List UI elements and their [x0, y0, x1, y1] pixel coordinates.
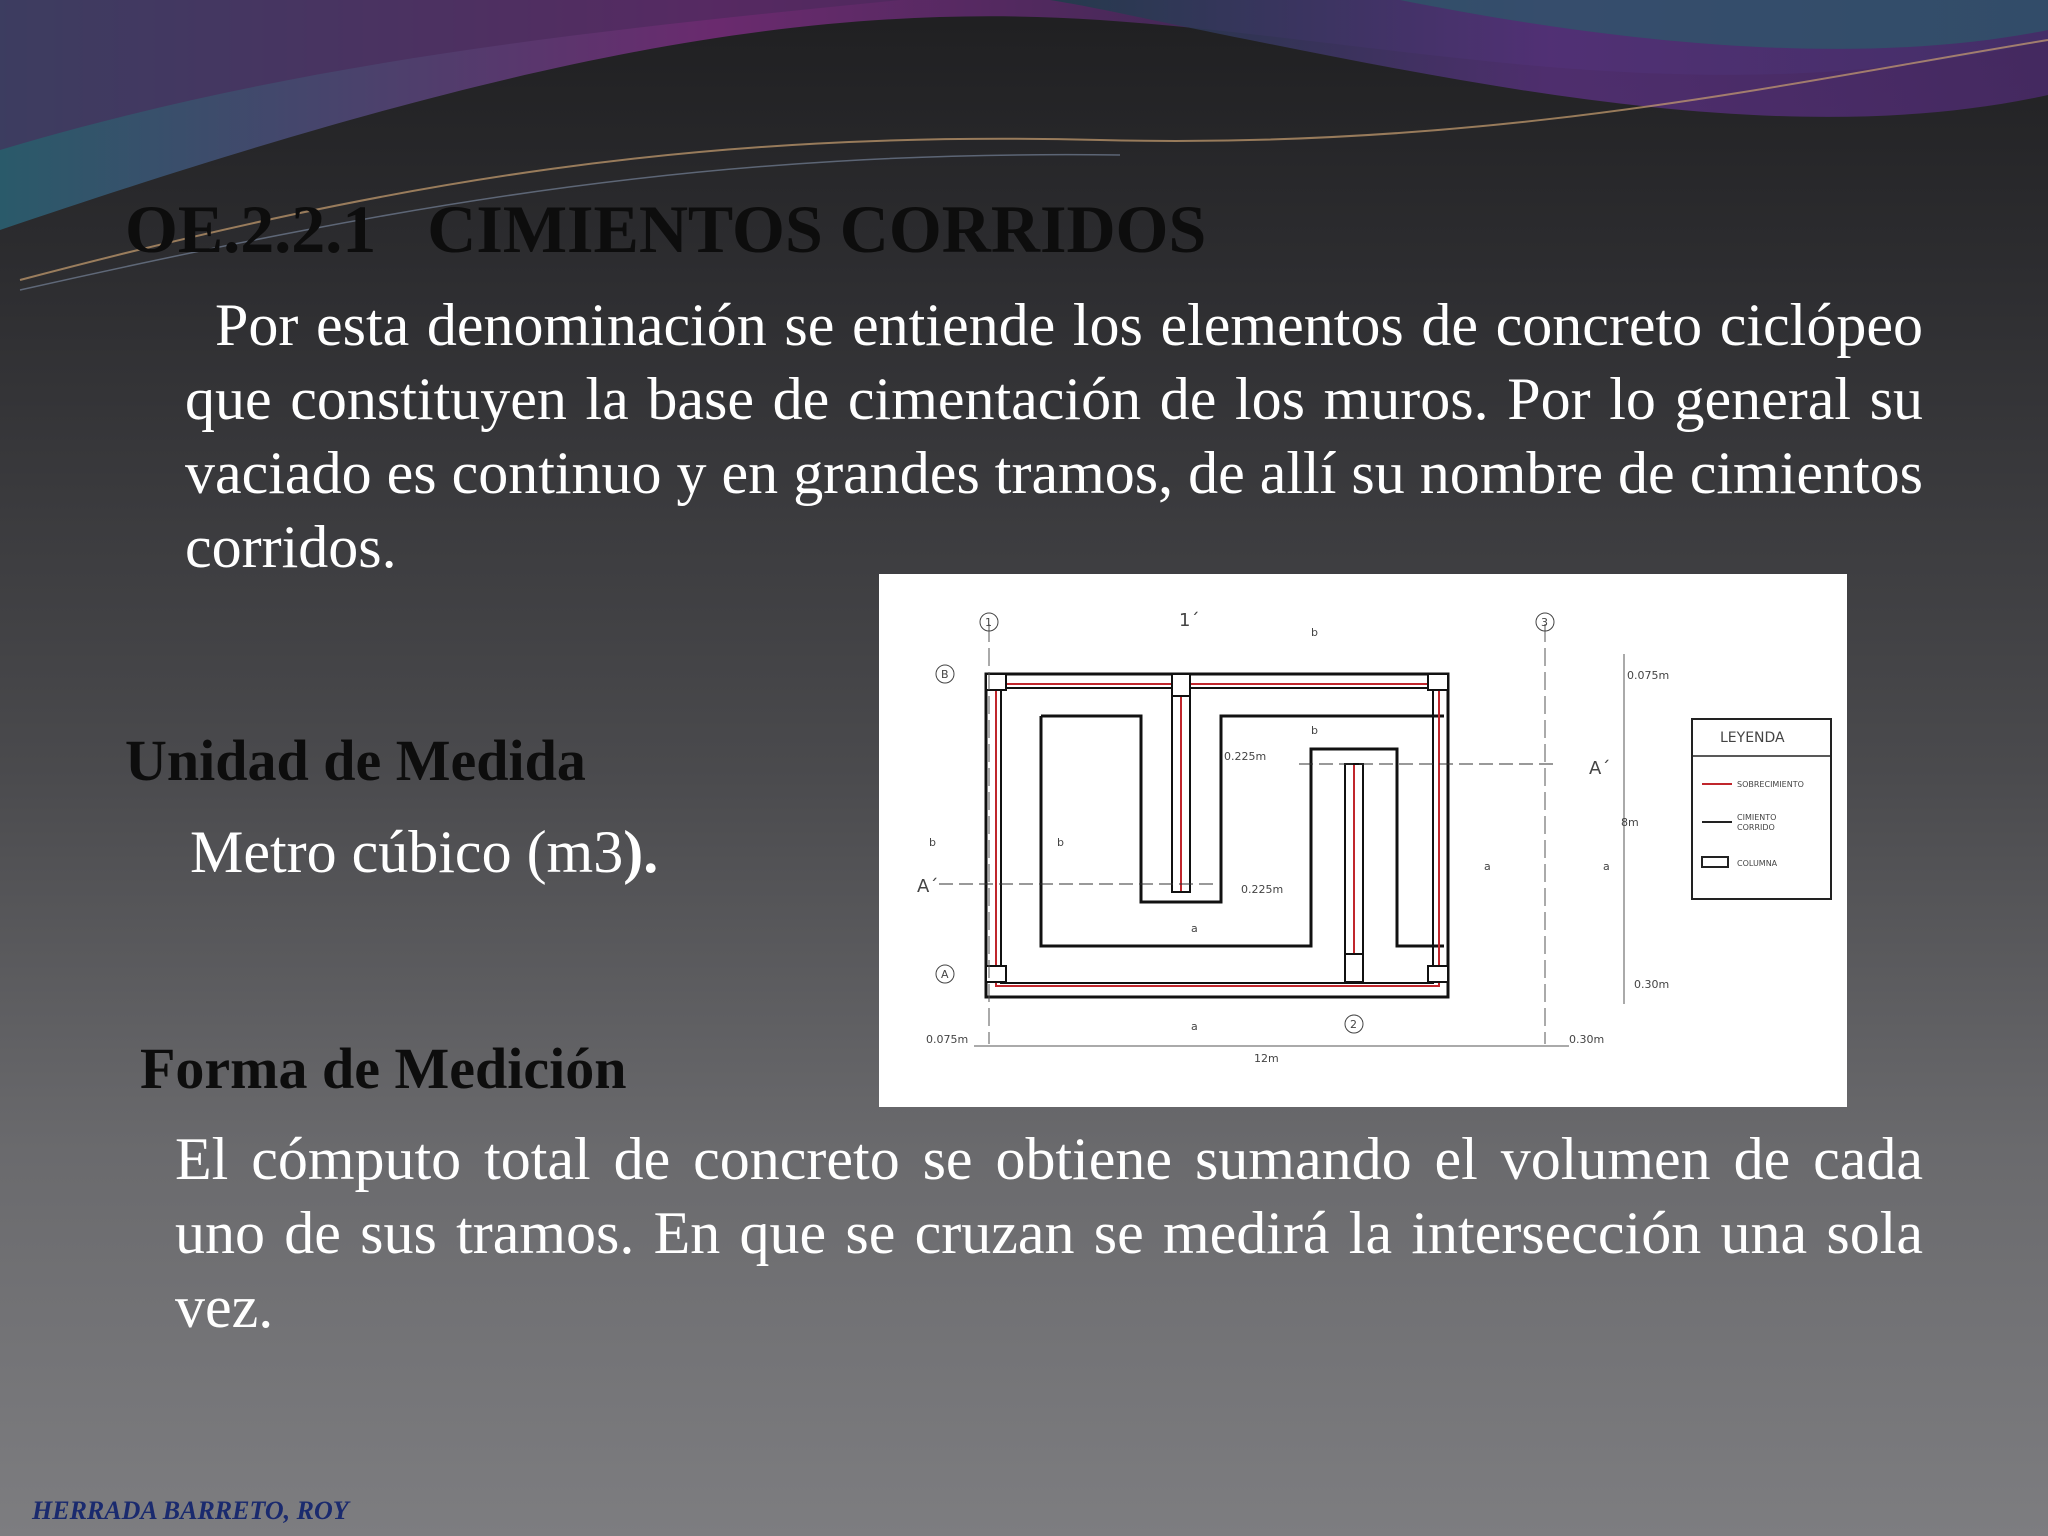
- dim-top-right: 0.075m: [1627, 669, 1670, 682]
- cut-label-b-mid: b: [1311, 724, 1318, 737]
- plan-svg: [879, 574, 1847, 1107]
- legend-item-2b: CORRIDO: [1737, 823, 1775, 832]
- axis-label-3: 3: [1541, 616, 1548, 629]
- section-label-right: A´: [1589, 758, 1611, 779]
- axis-label-1: 1: [985, 616, 992, 629]
- axis-label-1prime: 1´: [1179, 610, 1200, 631]
- unit-heading: Unidad de Medida: [125, 728, 586, 793]
- cut-label-b-right: b: [1057, 836, 1064, 849]
- legend-item-2a: CIMIENTO: [1737, 813, 1777, 822]
- column-bottom-mid: [1345, 954, 1363, 982]
- serpentine-wall: [1041, 716, 1444, 902]
- cut-label-b-left: b: [929, 836, 936, 849]
- foundation-plan-drawing: [879, 574, 1847, 1107]
- dim-bottom-left: 0.075m: [926, 1033, 969, 1046]
- cut-label-a-left: a: [1484, 860, 1491, 873]
- inner-wall-outline: [1001, 688, 1433, 983]
- column-b3: [1428, 674, 1448, 690]
- definition-paragraph: Por esta denominación se entiende los elementos de concreto ciclópeo que constituyen la base de cimentación de los muros. Por lo general su vaciado es continuo y en grandes tramos, de allí su nombre de cimientos corridos.: [185, 292, 1923, 580]
- cut-label-a-bottom: a: [1191, 1020, 1198, 1033]
- dim-mid-1: 0.225m: [1224, 750, 1267, 763]
- cut-label-a-right: a: [1603, 860, 1610, 873]
- legend-title: LEYENDA: [1720, 730, 1785, 746]
- dim-bottom-right-2: 0.30m: [1569, 1033, 1605, 1046]
- axis-label-b: B: [941, 668, 949, 681]
- dim-mid-2: 0.225m: [1241, 883, 1284, 896]
- unit-value-close: ).: [623, 819, 659, 885]
- unit-value: [190, 818, 658, 887]
- cut-label-a-top: a: [1191, 922, 1198, 935]
- legend-item-3: COLUMNA: [1737, 859, 1778, 868]
- dim-height: 8m: [1621, 816, 1639, 829]
- axis-label-a: A: [941, 968, 949, 981]
- measure-paragraph: El cómputo total de concreto se obtiene sumando el volumen de cada uno de sus tramos. En que se cruzan se medirá la intersección una sola vez.: [175, 1126, 1923, 1340]
- section-label-left: A´: [917, 876, 939, 897]
- measure-heading: Forma de Medición: [140, 1036, 627, 1101]
- unit-value-text: Metro cúbico (m3: [190, 819, 624, 885]
- slide-title: OE.2.2.1 CIMIENTOS CORRIDOS: [125, 191, 1207, 267]
- dim-bottom-right: 0.30m: [1634, 978, 1670, 991]
- cut-label-b-top: b: [1311, 626, 1318, 639]
- legend-box: [1692, 719, 1831, 899]
- outer-wall: [986, 674, 1448, 997]
- author-footer: HERRADA BARRETO, ROY: [32, 1496, 349, 1525]
- red-line-outer: [996, 684, 1439, 986]
- legend-swatch-column: [1702, 857, 1728, 867]
- column-top-mid: [1172, 674, 1190, 696]
- legend-item-1: SOBRECIMIENTO: [1737, 780, 1804, 789]
- axis-label-2: 2: [1350, 1018, 1357, 1031]
- dim-width: 12m: [1254, 1052, 1279, 1065]
- column-a3: [1428, 966, 1448, 982]
